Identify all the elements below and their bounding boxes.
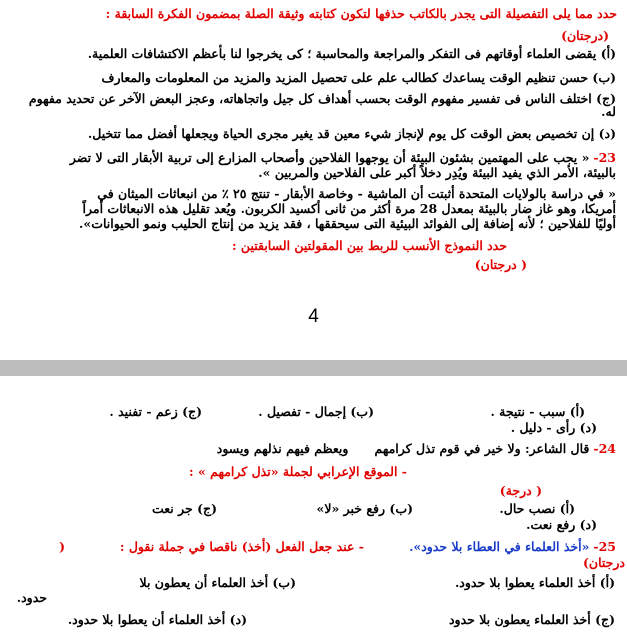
question-23-number: 23- <box>593 150 616 165</box>
prev-option-a: (أ) سبب - نتيجة . <box>490 404 585 419</box>
question-25-line <box>409 539 616 554</box>
page-separator <box>0 360 627 376</box>
page-number: 4 <box>308 306 319 327</box>
question-23-quote1-line2: بالبيئة، الأمر الذي يفيد البيئة ويُدِر دخلاً أكبر على الفلاحين والمربين ». <box>258 165 616 180</box>
question-23-quote1-line1: « يجب على المهتمين بشئون البيئة أن يوجهوا الفلاحين وأصحاب المزارع إلى تربية الأبقار التى لا تضر <box>69 150 590 165</box>
q24-option-c: (ج) جر نعت <box>151 501 217 516</box>
prev-option-b: (ب) إجمال - تفصيل . <box>258 404 374 419</box>
q25-option-d: (د) أخذ العلماء أن يعطوا بلا حدود. <box>67 612 247 627</box>
option-a: (أ) يقضى العلماء أوقاتهم فى التفكر والمراجعة والمحاسبة ؛ كى يخرجوا لنا بأعظم الاكتشافات العلمية. <box>87 46 616 61</box>
question-23-score: ( درجتان) <box>474 257 527 272</box>
question-24-instruction: - الموقع الإعرابي لجملة «تذل كرامهم » : <box>189 464 407 479</box>
q24-option-b: (ب) رفع خبر «لا» <box>316 501 413 516</box>
option-d: (د) إن تخصيص بعض الوقت كل يوم لإنجاز شيء معين قد يغير مجرى الحياة ويجعلها أفضل مما تتخيل. <box>87 126 616 141</box>
question-25-quote: «أخذ العلماء في العطاء بلا حدود». <box>409 539 590 554</box>
prev-option-c: (ج) زعم - تفنيد . <box>109 404 202 419</box>
question-23-quote2-line1: « في دراسة بالولايات المتحدة أثبتت أن الماشية - وخاصة الأبقار - تنتج ٢٥ ٪ من انبعاثات الميثان في <box>97 186 616 201</box>
q25-option-b: (ب) أخذ العلماء أن يعطون بلا <box>139 575 296 590</box>
question-24-verse: قال الشاعر: ولا خير في قوم تذل كرامهم ويعظم فيهم نذلهم ويسود <box>216 441 590 456</box>
option-c-line2: له. <box>601 104 616 119</box>
question-25-score: درجتان) <box>582 555 625 570</box>
question-23-instruction: حدد النموذج الأنسب للربط بين المقولتين السابقتين : <box>231 238 507 253</box>
prev-option-d: (د) رأى - دليل . <box>510 420 597 435</box>
question-24-number: 24- <box>593 441 616 456</box>
question-25-instruction: - عند جعل الفعل (أخذ) ناقصا في جملة نقول : <box>119 539 364 554</box>
question-25-score-open: ( <box>59 539 65 554</box>
q25-option-c: (ج) أخذ العلماء يعطون بلا حدود <box>448 612 615 627</box>
option-b: (ب) حسن تنظيم الوقت يساعدك كطالب علم على تحصيل المزيد والمزيد من المعلومات والمعارف <box>101 70 616 85</box>
question-score: (درجتان) <box>561 28 609 43</box>
option-c-line1: (ج) اختلف الناس فى تفسير مفهوم الوقت بحسب أهداف كل جيل واتجاهاته، وعجز البعض الآخر عن تحديد مفهوم <box>28 91 616 106</box>
question-24-score: ( درجة) <box>499 483 542 498</box>
question-25-number: 25- <box>593 539 616 554</box>
question-23-quote2-line2: أمريكا، وهو غاز ضار بالبيئة بمعدل 28 مرة أكثر من ثانى أكسيد الكربون. ويُعد تقليل هذه الانبعاثات أمراً <box>82 201 616 216</box>
question-24-line <box>217 441 616 456</box>
q24-option-d: (د) رفع نعت. <box>526 517 597 532</box>
question-23-line1 <box>70 150 616 165</box>
question-23-quote2-line3: أوليًا للفلاحين ؛ لأنه إضافة إلى الفوائد البيئية التى سيحققها ، فقد يزيد من إنتاج الحليب ونمو الحيوانات». <box>79 216 616 231</box>
question-instruction: حدد مما يلى التفصيلة التى يجدر بالكاتب حذفها لتكون كتابته وثيقة الصلة بمضمون الفكرة السابقة : <box>105 6 617 21</box>
q25-option-a: (أ) أخذ العلماء يعطوا بلا حدود. <box>454 575 615 590</box>
q24-option-a: (أ) نصب حال. <box>499 501 575 516</box>
q25-option-b-line2: حدود. <box>16 590 47 605</box>
exam-page-5 <box>0 376 627 635</box>
